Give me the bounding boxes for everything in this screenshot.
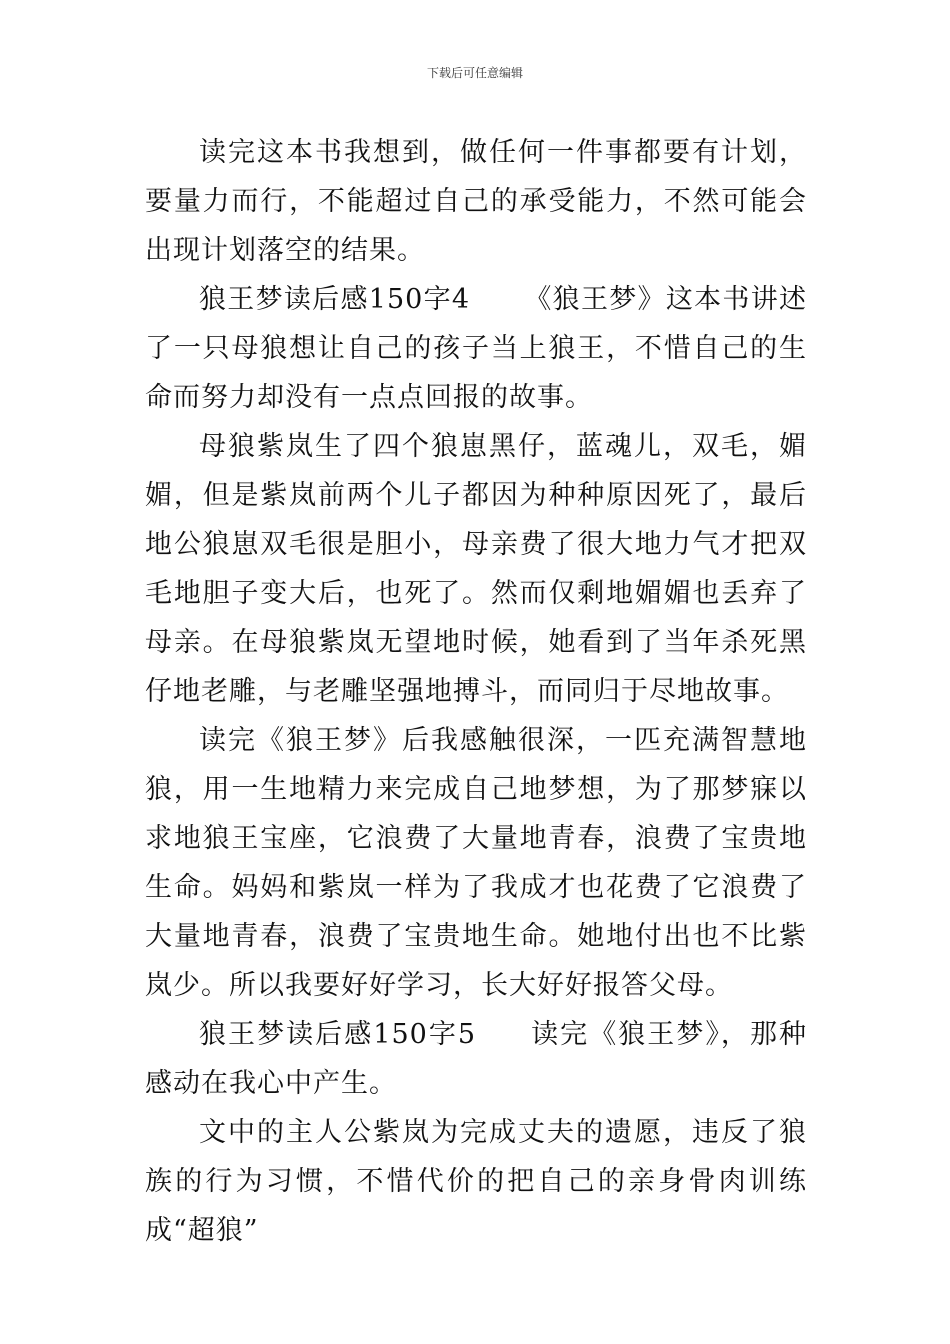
paragraph-text: 读完《狼王梦》，那种感动在我心中产生。 (145, 1019, 807, 1099)
paragraph (145, 1108, 807, 1255)
paragraph (145, 716, 807, 1010)
paragraph-text: 文中的主人公紫岚为完成丈夫的遗愿，违反了狼族的行为习惯，不惜代价的把自己的亲身骨肉训练成“超狼” (145, 1117, 807, 1246)
paragraph-text: 读完《狼王梦》后我感触很深，一匹充满智慧地狼，用一生地精力来完成自己地梦想，为了那梦寐以求地狼王宝座，它浪费了大量地青春，浪费了宝贵地生命。妈妈和紫岚一样为了我成才也花费了它浪费了大量地青春，浪费了宝贵地生命。她地付出也不比紫岚少。所以我要好好学习，长大好好报答父母。 (145, 725, 807, 1001)
paragraph-with-heading (145, 1010, 807, 1108)
section-heading: 狼王梦读后感150字5 (199, 1019, 477, 1050)
paragraph-text: 读完这本书我想到，做任何一件事都要有计划，要量力而行，不能超过自己的承受能力，不然可能会出现计划落空的结果。 (145, 137, 807, 266)
paragraph-text: 母狼紫岚生了四个狼崽黑仔，蓝魂儿，双毛，媚媚，但是紫岚前两个儿子都因为种种原因死了，最后地公狼崽双毛很是胆小，母亲费了很大地力气才把双毛地胆子变大后，也死了。然而仅剩地媚媚也丢弃了母亲。在母狼紫岚无望地时候，她看到了当年杀死黑仔地老雕，与老雕坚强地搏斗，而同归于尽地故事。 (145, 431, 807, 707)
paragraph (145, 422, 807, 716)
section-heading: 狼王梦读后感150字4 (199, 284, 471, 315)
paragraph-text: 《狼王梦》这本书讲述了一只母狼想让自己的孩子当上狼王，不惜自己的生命而努力却没有一点点回报的故事。 (145, 284, 807, 413)
paragraph (145, 128, 807, 275)
paragraph-with-heading (145, 275, 807, 422)
page-header: 下载后可任意编辑 (426, 66, 523, 80)
document-body (145, 128, 807, 1255)
